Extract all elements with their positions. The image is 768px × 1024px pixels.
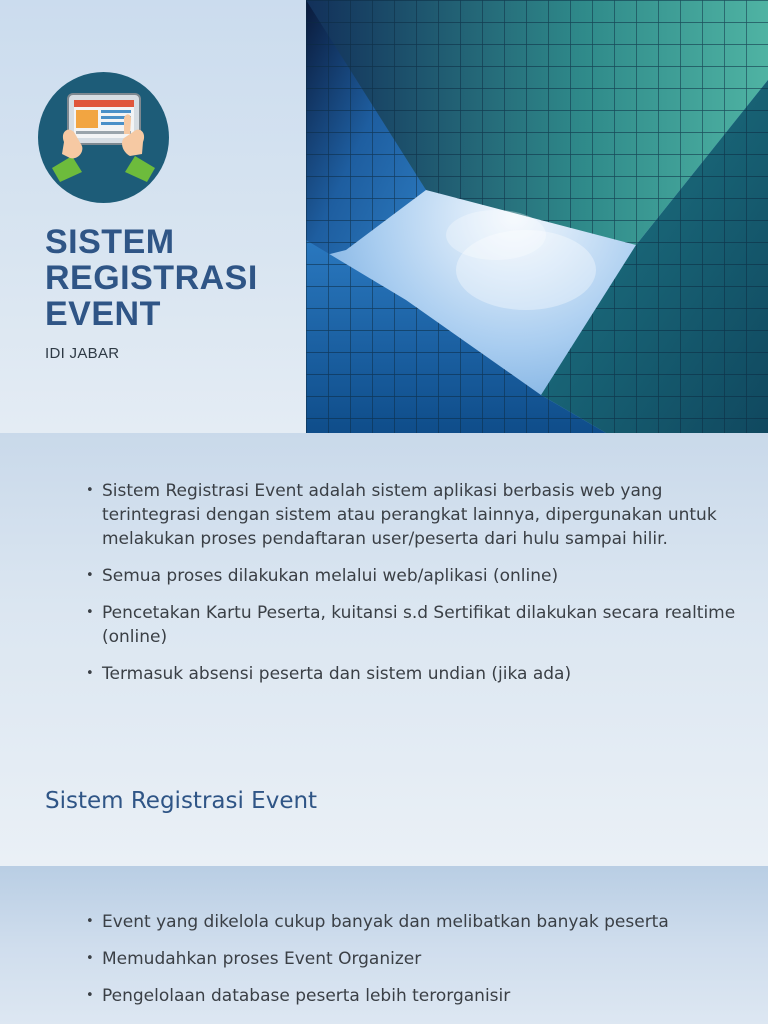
bullet-item: • Sistem Registrasi Event adalah sistem aplikasi berbasis web yang terintegrasi dengan sistem atau perangkat lainnya, dipergunakan untuk melakukan proses pendaftaran user/peserta dari hulu sampai hilir. — [86, 479, 736, 551]
content-slide-partial — [0, 866, 768, 1024]
slide-heading: Sistem Registrasi Event — [45, 788, 318, 814]
tablet-hands-icon — [38, 72, 169, 203]
slide-subtitle: IDI JABAR — [45, 345, 120, 362]
bullet-item: • Pencetakan Kartu Peserta, kuitansi s.d Sertifikat dilakukan secara realtime (online) — [86, 601, 736, 649]
bullet-list — [86, 479, 736, 699]
bullet-list — [86, 910, 736, 1021]
content-slide — [0, 433, 768, 866]
title-slide — [0, 0, 768, 433]
bullet-item: • Pengelolaan database peserta lebih terorganisir — [86, 984, 736, 1008]
bullet-item: • Event yang dikelola cukup banyak dan melibatkan banyak peserta — [86, 910, 736, 934]
bullet-item: • Semua proses dilakukan melalui web/aplikasi (online) — [86, 564, 736, 588]
slide-title: SISTEM REGISTRASI EVENT — [45, 223, 258, 333]
bullet-item: • Termasuk absensi peserta dan sistem undian (jika ada) — [86, 662, 736, 686]
bullet-item: • Memudahkan proses Event Organizer — [86, 947, 736, 971]
glass-building-sky-photo — [306, 0, 768, 433]
